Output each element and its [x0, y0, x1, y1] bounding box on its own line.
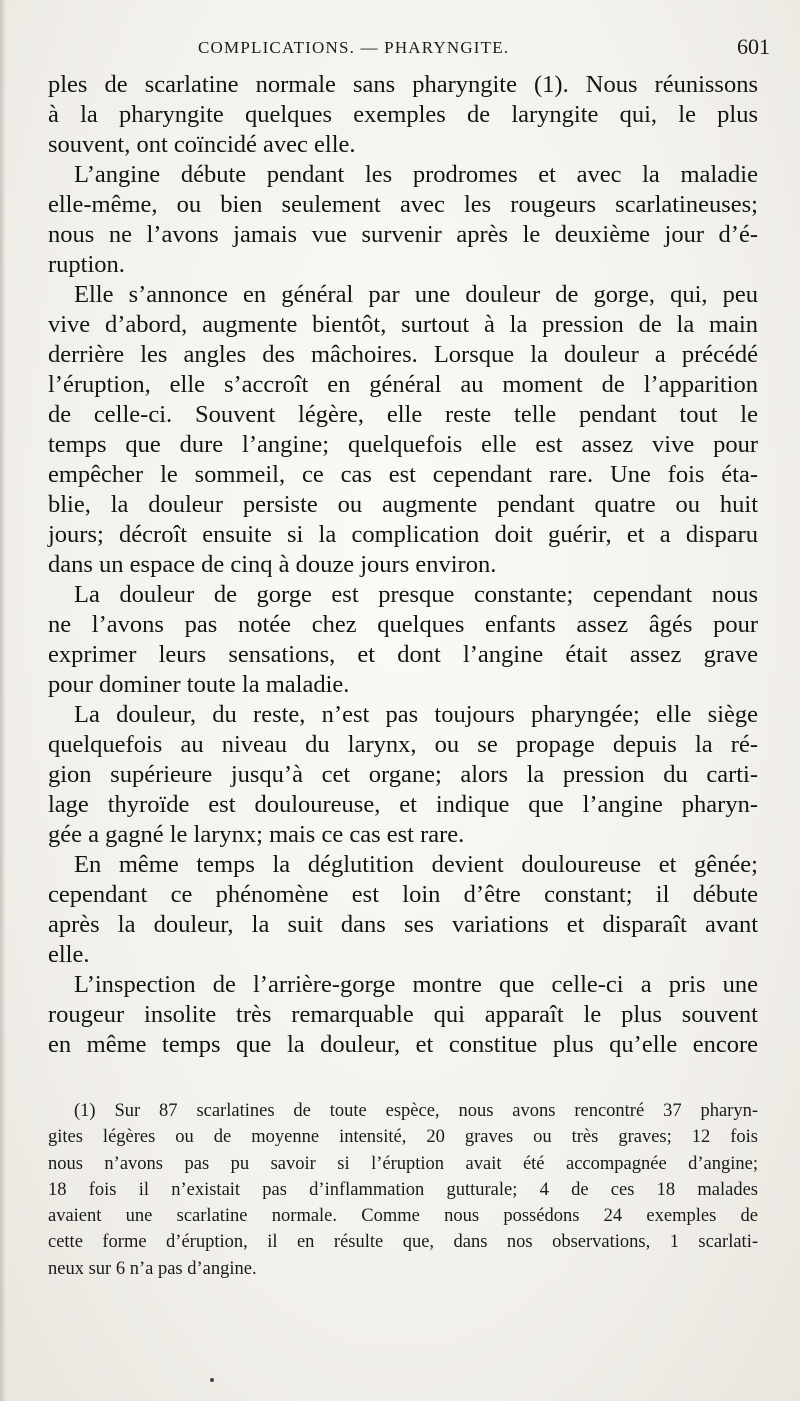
footnote-line: neux sur 6 n’a pas d’angine.	[48, 1258, 257, 1279]
text-line: derrière les angles des mâchoires. Lorsque la douleur a précédé	[48, 341, 758, 368]
text-line: blie, la douleur persiste ou augmente pendant quatre ou huit	[48, 491, 758, 518]
text-line: quelquefois au niveau du larynx, ou se propage depuis la ré-	[48, 731, 758, 758]
text-line: dans un espace de cinq à douze jours environ.	[48, 551, 497, 578]
text-line: elle.	[48, 941, 90, 968]
text-line: La douleur, du reste, n’est pas toujours pharyngée; elle siège	[74, 701, 758, 728]
text-line: cependant ce phénomène est loin d’être constant; il débute	[48, 881, 758, 908]
text-line: jours; décroît ensuite si la complication doit guérir, et a disparu	[48, 521, 758, 548]
text-line: nous ne l’avons jamais vue survenir après le deuxième jour d’é-	[48, 221, 758, 248]
footnote-line: cette forme d’éruption, il en résulte que, dans nos observations, 1 scarlati-	[48, 1232, 758, 1253]
text-line: exprimer leurs sensations, et dont l’angine était assez grave	[48, 641, 758, 668]
footnote-line: nous n’avons pas pu savoir si l’éruption avait été accompagnée d’angine;	[48, 1153, 758, 1174]
text-line: l’éruption, elle s’accroît en général au moment de l’apparition	[48, 371, 758, 398]
text-line: En même temps la déglutition devient douloureuse et gênée;	[74, 851, 758, 878]
text-line: temps que dure l’angine; quelquefois elle est assez vive pour	[48, 431, 758, 458]
ink-speck	[210, 1378, 214, 1382]
footnote	[48, 1098, 758, 1282]
page-number: 601	[737, 34, 770, 59]
text-line: souvent, ont coïncidé avec elle.	[48, 131, 356, 158]
text-line: de celle-ci. Souvent légère, elle reste telle pendant tout le	[48, 401, 758, 428]
text-line: vive d’abord, augmente bientôt, surtout à la pression de la main	[48, 311, 758, 338]
text-line: Elle s’annonce en général par une douleur de gorge, qui, peu	[74, 281, 758, 308]
text-line: lage thyroïde est douloureuse, et indique que l’angine pharyn-	[48, 791, 758, 818]
text-line: L’angine débute pendant les prodromes et avec la maladie	[74, 161, 758, 188]
running-head: COMPLICATIONS. — PHARYNGITE.	[198, 38, 510, 57]
text-line: à la pharyngite quelques exemples de laryngite qui, le plus	[48, 101, 758, 128]
text-line: en même temps que la douleur, et constitue plus qu’elle encore	[48, 1031, 758, 1058]
footnote-line: (1) Sur 87 scarlatines de toute espèce, nous avons rencontré 37 pharyn-	[74, 1101, 758, 1121]
text-line: pour dominer toute la maladie.	[48, 671, 350, 698]
text-line: ruption.	[48, 251, 125, 278]
footnote-line: 18 fois il n’existait pas d’inflammation gutturale; 4 de ces 18 malades	[48, 1179, 758, 1200]
footnote-line: gites légères ou de moyenne intensité, 20 graves ou très graves; 12 fois	[48, 1127, 758, 1148]
text-line: elle-même, ou bien seulement avec les rougeurs scarlatineuses;	[48, 191, 758, 218]
text-line: L’inspection de l’arrière-gorge montre que celle-ci a pris une	[74, 971, 758, 998]
page-edge-shadow	[0, 0, 6, 1401]
text-line: gion supérieure jusqu’à cet organe; alors la pression du carti-	[48, 761, 758, 788]
page-header	[48, 36, 770, 64]
body-text	[48, 70, 758, 1060]
text-line: gée a gagné le larynx; mais ce cas est rare.	[48, 821, 465, 848]
text-line: rougeur insolite très remarquable qui apparaît le plus souvent	[48, 1001, 758, 1028]
text-line: après la douleur, la suit dans ses variations et disparaît avant	[48, 911, 758, 938]
text-line: La douleur de gorge est presque constante; cependant nous	[74, 581, 758, 608]
text-line: empêcher le sommeil, ce cas est cependant rare. Une fois éta-	[48, 461, 758, 488]
footnote-line: avaient une scarlatine normale. Comme nous possédons 24 exemples de	[48, 1206, 758, 1227]
text-line: ples de scarlatine normale sans pharyngite (1). Nous réunissons	[48, 71, 758, 98]
text-line: ne l’avons pas notée chez quelques enfants assez âgés pour	[48, 611, 758, 638]
